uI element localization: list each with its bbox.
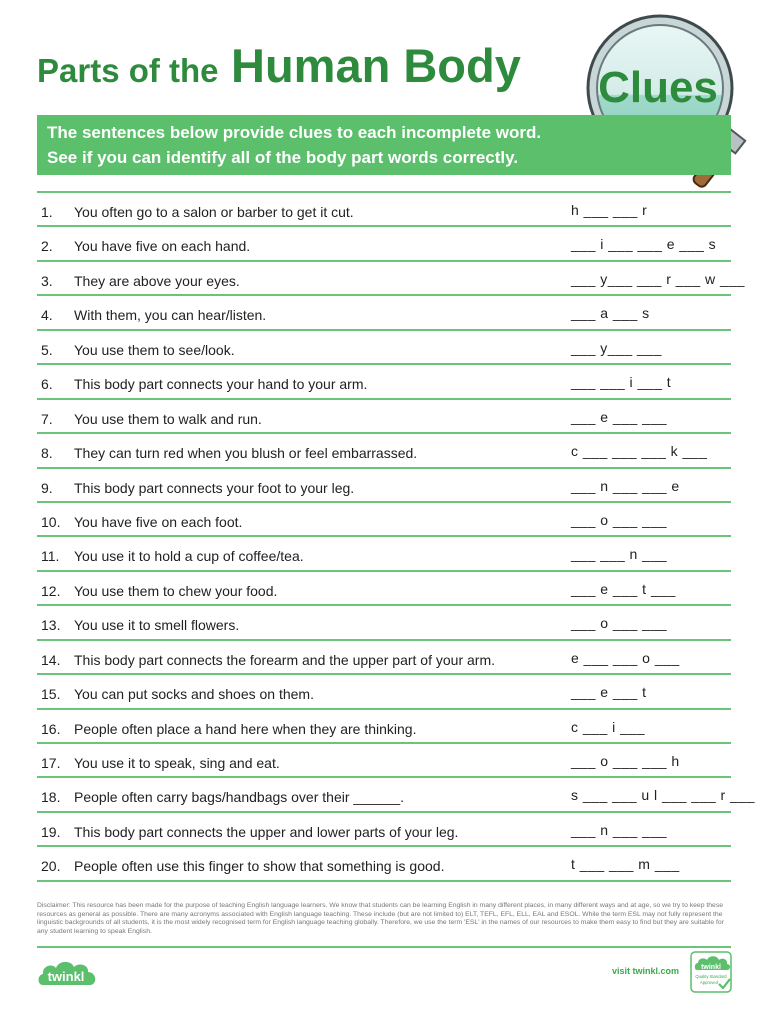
- clue-text: You often go to a salon or barber to get it cut.: [74, 204, 354, 220]
- clue-number: 6.: [41, 376, 53, 393]
- clue-text: They are above your eyes.: [74, 272, 240, 289]
- clue-word: ___ y___ ___: [571, 339, 662, 356]
- clue-text: People often use this finger to show that something is good.: [74, 858, 445, 875]
- clue-text: They can turn red when you blush or feel embarrassed.: [74, 445, 418, 462]
- clue-text: You have five on each hand.: [74, 238, 251, 255]
- clue-number: 13.: [41, 617, 61, 634]
- badge-line-1: Quality Standard: [695, 974, 727, 979]
- clue-row-12: [37, 572, 731, 606]
- clue-word: e ___ ___ o ___: [571, 649, 680, 666]
- clue-number: 17.: [41, 755, 61, 771]
- clue-text: With them, you can hear/listen.: [74, 307, 267, 324]
- clue-number: 16.: [41, 720, 61, 737]
- clue-number: 11.: [41, 548, 60, 565]
- clue-text: You use them to walk and run.: [74, 410, 262, 427]
- disclaimer: Disclaimer: This resource has been made for the purpose of teaching English language learners. We know that students can be learning English in many different places, in many different ways and at age, so we try to keep these resources as general as possible. There are many acronyms associated with English language teaching. These include (but are not limited to) ELT, TEFL, EFL, ELL, EAL and ESOL. While the term ESL may not fully represent the linguistic backgrounds of all students, it is the most widely recognised term for English language teaching globally. Therefore, we use the term 'ESL' in the names of our resources to make them easy to find but they are suitable for any student learning to speak English.: [37, 902, 724, 935]
- clue-word: ___ o ___ ___ h: [571, 753, 680, 769]
- clue-word: c ___ i ___: [571, 718, 645, 735]
- clue-word: ___ n ___ ___: [571, 821, 668, 838]
- clue-row-16: [37, 710, 731, 744]
- visit-link[interactable]: visit twinkl.com: [612, 966, 680, 976]
- clue-row-7: [37, 400, 731, 434]
- clue-word: h ___ ___ r: [571, 202, 648, 218]
- clue-row-4: [37, 296, 731, 330]
- twinkl-logo-text: twinkl: [47, 969, 85, 984]
- clue-text: You can put socks and shoes on them.: [74, 686, 314, 703]
- clue-row-8: [37, 434, 731, 468]
- clue-word: ___ ___ i ___ t: [571, 374, 672, 391]
- clue-text: This body part connects your hand to your arm.: [74, 376, 368, 393]
- clue-row-19: [37, 813, 731, 847]
- clue-number: 12.: [41, 582, 61, 599]
- clue-word: ___ o ___ ___: [571, 615, 668, 632]
- clue-word: ___ y___ ___ r ___ w ___: [571, 270, 745, 287]
- clue-text: You use it to speak, sing and eat.: [74, 755, 280, 771]
- clue-row-20: [37, 847, 731, 881]
- clue-row-3: [37, 262, 745, 296]
- clue-text: This body part connects your foot to your leg.: [74, 479, 355, 496]
- instructions-banner: [37, 115, 731, 175]
- clue-row-6: [37, 365, 731, 399]
- clue-row-2: [37, 227, 731, 261]
- clue-word: s ___ ___ u l ___ ___ r ___: [571, 787, 755, 804]
- clue-number: 10.: [41, 513, 61, 530]
- clue-word: ___ i ___ ___ e ___ s: [571, 236, 717, 253]
- clue-row-14: [37, 641, 731, 675]
- clue-row-15: [37, 675, 731, 709]
- clue-word: ___ n ___ ___ e: [571, 477, 680, 494]
- clue-number: 5.: [41, 341, 53, 358]
- clue-number: 9.: [41, 479, 53, 496]
- clue-row-1: [37, 193, 731, 227]
- clue-text: You use them to chew your food.: [74, 582, 278, 599]
- clue-row-17: [37, 744, 731, 778]
- instructions-line-1: The sentences below provide clues to each incomplete word.: [47, 123, 542, 142]
- clue-word: ___ a ___ s: [571, 305, 650, 322]
- clue-row-18: [37, 778, 755, 812]
- clue-number: 15.: [41, 686, 61, 703]
- clue-text: You use it to hold a cup of coffee/tea.: [74, 548, 304, 565]
- clue-text: This body part connects the upper and lower parts of your leg.: [74, 823, 459, 840]
- twinkl-logo[interactable]: [37, 955, 99, 991]
- clue-word: ___ e ___ t ___: [571, 580, 676, 597]
- clue-row-5: [37, 331, 731, 365]
- instructions-line-2: See if you can identify all of the body part words correctly.: [47, 148, 519, 167]
- clue-number: 7.: [41, 410, 53, 427]
- clue-number: 14.: [41, 651, 61, 668]
- clue-text: You use them to see/look.: [74, 341, 235, 358]
- clues-list: [37, 191, 755, 882]
- clue-text: This body part connects the forearm and the upper part of your arm.: [74, 651, 495, 668]
- clue-number: 18.: [41, 789, 61, 806]
- clue-number: 20.: [41, 858, 61, 875]
- clue-word: t ___ ___ m ___: [571, 856, 680, 873]
- clue-number: 8.: [41, 445, 53, 462]
- clue-word: ___ o ___ ___: [571, 511, 668, 528]
- clue-number: 2.: [41, 238, 53, 255]
- title-small: Parts of the: [37, 52, 219, 89]
- badge-title: twinkl: [701, 964, 721, 971]
- clue-text: People often place a hand here when they are thinking.: [74, 720, 417, 737]
- clue-word: c ___ ___ ___ k ___: [571, 443, 708, 460]
- clue-number: 19.: [41, 823, 61, 840]
- footer-divider: [37, 946, 731, 948]
- badge-line-2: Approved: [700, 980, 718, 985]
- clue-row-10: [37, 503, 731, 537]
- clue-word: ___ e ___ t: [571, 684, 647, 701]
- page-title: [37, 38, 521, 93]
- magnifier-label: Clues: [598, 63, 718, 112]
- clue-row-11: [37, 537, 731, 571]
- clue-row-9: [37, 469, 731, 503]
- clue-word: ___ e ___ ___: [571, 408, 668, 425]
- clue-number: 3.: [41, 272, 53, 289]
- clue-word: ___ ___ n ___: [571, 546, 668, 563]
- clue-text: People often carry bags/handbags over their ______.: [74, 789, 405, 806]
- clue-number: 4.: [41, 307, 53, 324]
- clue-number: 1.: [41, 204, 53, 220]
- quality-badge: [689, 950, 733, 994]
- clue-text: You use it to smell flowers.: [74, 617, 240, 634]
- title-big: Human Body: [231, 39, 521, 92]
- clue-row-13: [37, 606, 731, 640]
- clue-text: You have five on each foot.: [74, 513, 243, 530]
